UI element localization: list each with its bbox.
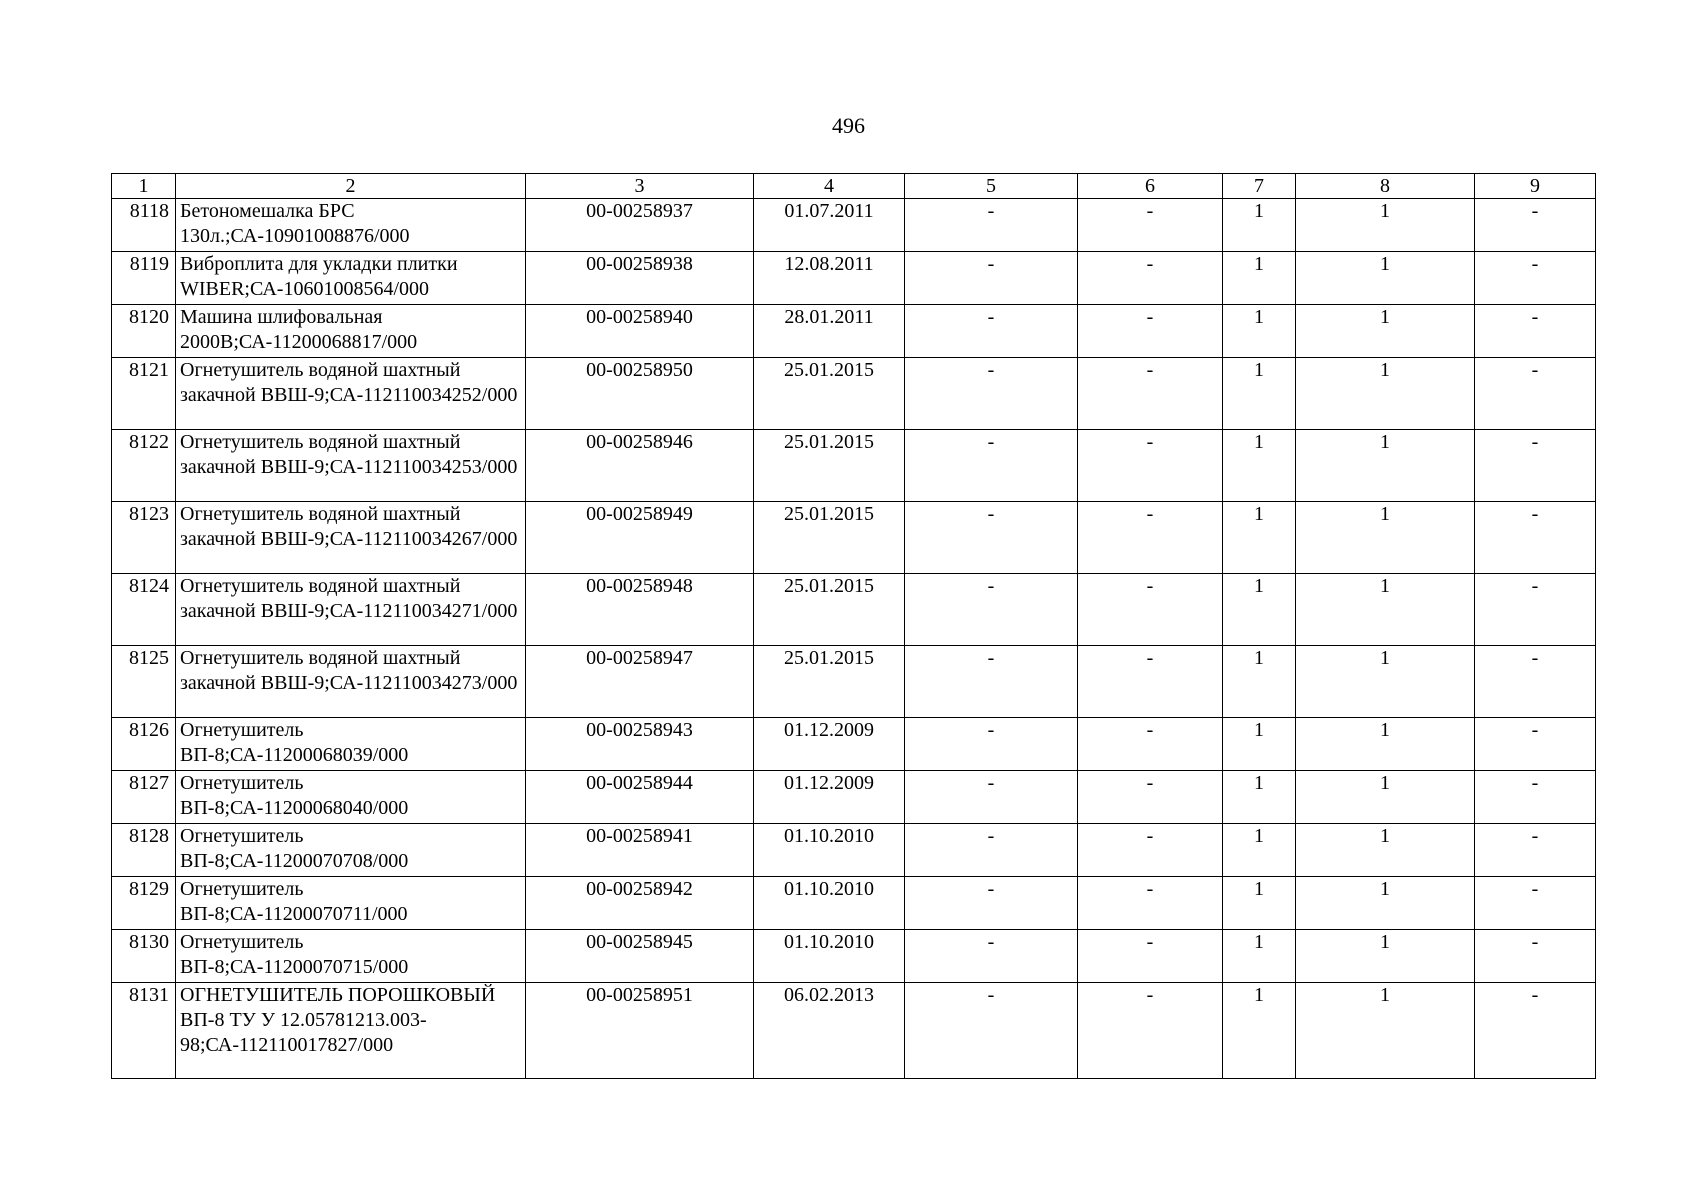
- col8-cell: 1: [1296, 771, 1475, 824]
- col7-cell: 1: [1223, 930, 1296, 983]
- item-name-cell: Бетономешалка БРС 130л.;СА-10901008876/000: [176, 199, 526, 252]
- item-name-cell: Огнетушитель ВП-8;СА-11200068039/000: [176, 718, 526, 771]
- col7-cell: 1: [1223, 305, 1296, 358]
- page-number: 496: [832, 113, 865, 138]
- col8-cell: 1: [1296, 574, 1475, 646]
- col5-cell: -: [905, 574, 1078, 646]
- column-header: 5: [905, 174, 1078, 199]
- col8-cell: 1: [1296, 877, 1475, 930]
- date-cell: 25.01.2015: [754, 574, 905, 646]
- col9-cell: -: [1475, 718, 1596, 771]
- inventory-code-cell: 00-00258942: [526, 877, 754, 930]
- row-number-cell: 8129: [112, 877, 176, 930]
- col5-cell: -: [905, 771, 1078, 824]
- col5-cell: -: [905, 877, 1078, 930]
- item-name-cell: Машина шлифовальная 2000В;СА-11200068817/000: [176, 305, 526, 358]
- inventory-code-cell: 00-00258945: [526, 930, 754, 983]
- row-number-cell: 8128: [112, 824, 176, 877]
- date-cell: 12.08.2011: [754, 252, 905, 305]
- col9-cell: -: [1475, 646, 1596, 718]
- date-cell: 28.01.2011: [754, 305, 905, 358]
- inventory-code-cell: 00-00258949: [526, 502, 754, 574]
- column-header: 1: [112, 174, 176, 199]
- col5-cell: -: [905, 430, 1078, 502]
- col8-cell: 1: [1296, 930, 1475, 983]
- col7-cell: 1: [1223, 502, 1296, 574]
- table-row: [112, 502, 1596, 574]
- row-number-cell: 8118: [112, 199, 176, 252]
- table-row: [112, 252, 1596, 305]
- col9-cell: -: [1475, 305, 1596, 358]
- item-name-cell: Огнетушитель ВП-8;СА-11200068040/000: [176, 771, 526, 824]
- inventory-code-cell: 00-00258940: [526, 305, 754, 358]
- col7-cell: 1: [1223, 430, 1296, 502]
- col9-cell: -: [1475, 199, 1596, 252]
- col5-cell: -: [905, 199, 1078, 252]
- col8-cell: 1: [1296, 199, 1475, 252]
- col8-cell: 1: [1296, 305, 1475, 358]
- col9-cell: -: [1475, 983, 1596, 1079]
- col5-cell: -: [905, 718, 1078, 771]
- col6-cell: -: [1078, 983, 1223, 1079]
- col5-cell: -: [905, 252, 1078, 305]
- col9-cell: -: [1475, 771, 1596, 824]
- col6-cell: -: [1078, 252, 1223, 305]
- col6-cell: -: [1078, 502, 1223, 574]
- inventory-code-cell: 00-00258944: [526, 771, 754, 824]
- row-number-cell: 8131: [112, 983, 176, 1079]
- table-row: [112, 877, 1596, 930]
- col5-cell: -: [905, 358, 1078, 430]
- inventory-code-cell: 00-00258950: [526, 358, 754, 430]
- item-name-cell: Огнетушитель ВП-8;СА-11200070708/000: [176, 824, 526, 877]
- row-number-cell: 8120: [112, 305, 176, 358]
- row-number-cell: 8123: [112, 502, 176, 574]
- table-row: [112, 574, 1596, 646]
- row-number-cell: 8130: [112, 930, 176, 983]
- col7-cell: 1: [1223, 574, 1296, 646]
- col6-cell: -: [1078, 718, 1223, 771]
- col8-cell: 1: [1296, 252, 1475, 305]
- col6-cell: -: [1078, 824, 1223, 877]
- col6-cell: -: [1078, 574, 1223, 646]
- column-header: 3: [526, 174, 754, 199]
- date-cell: 25.01.2015: [754, 502, 905, 574]
- date-cell: 01.10.2010: [754, 877, 905, 930]
- col9-cell: -: [1475, 252, 1596, 305]
- col6-cell: -: [1078, 305, 1223, 358]
- column-header: 8: [1296, 174, 1475, 199]
- table-row: [112, 718, 1596, 771]
- item-name-cell: Огнетушитель водяной шахтный закачной ВВШ-9;СА-112110034252/000: [176, 358, 526, 430]
- row-number-cell: 8126: [112, 718, 176, 771]
- date-cell: 01.12.2009: [754, 718, 905, 771]
- item-name-cell: Огнетушитель водяной шахтный закачной ВВШ-9;СА-112110034273/000: [176, 646, 526, 718]
- col5-cell: -: [905, 824, 1078, 877]
- col6-cell: -: [1078, 430, 1223, 502]
- table-row: [112, 305, 1596, 358]
- col8-cell: 1: [1296, 824, 1475, 877]
- item-name-cell: Огнетушитель водяной шахтный закачной ВВШ-9;СА-112110034271/000: [176, 574, 526, 646]
- table-row: [112, 824, 1596, 877]
- item-name-cell: Огнетушитель ВП-8;СА-11200070715/000: [176, 930, 526, 983]
- col7-cell: 1: [1223, 199, 1296, 252]
- column-header: 7: [1223, 174, 1296, 199]
- col8-cell: 1: [1296, 430, 1475, 502]
- col5-cell: -: [905, 930, 1078, 983]
- col8-cell: 1: [1296, 358, 1475, 430]
- inventory-code-cell: 00-00258938: [526, 252, 754, 305]
- col9-cell: -: [1475, 358, 1596, 430]
- item-name-cell: Огнетушитель водяной шахтный закачной ВВШ-9;СА-112110034267/000: [176, 502, 526, 574]
- inventory-code-cell: 00-00258941: [526, 824, 754, 877]
- col7-cell: 1: [1223, 358, 1296, 430]
- col8-cell: 1: [1296, 718, 1475, 771]
- table-row: [112, 771, 1596, 824]
- inventory-code-cell: 00-00258951: [526, 983, 754, 1079]
- col5-cell: -: [905, 983, 1078, 1079]
- col7-cell: 1: [1223, 718, 1296, 771]
- date-cell: 01.10.2010: [754, 824, 905, 877]
- date-cell: 01.10.2010: [754, 930, 905, 983]
- col9-cell: -: [1475, 930, 1596, 983]
- col9-cell: -: [1475, 430, 1596, 502]
- date-cell: 01.12.2009: [754, 771, 905, 824]
- row-number-cell: 8124: [112, 574, 176, 646]
- col8-cell: 1: [1296, 502, 1475, 574]
- col7-cell: 1: [1223, 877, 1296, 930]
- column-header: 6: [1078, 174, 1223, 199]
- inventory-code-cell: 00-00258937: [526, 199, 754, 252]
- inventory-code-cell: 00-00258943: [526, 718, 754, 771]
- item-name-cell: Виброплита для укладки плитки WIBER;СА-10601008564/000: [176, 252, 526, 305]
- row-number-cell: 8122: [112, 430, 176, 502]
- col9-cell: -: [1475, 502, 1596, 574]
- col5-cell: -: [905, 502, 1078, 574]
- table-row: [112, 930, 1596, 983]
- col8-cell: 1: [1296, 983, 1475, 1079]
- row-number-cell: 8121: [112, 358, 176, 430]
- col9-cell: -: [1475, 824, 1596, 877]
- col6-cell: -: [1078, 771, 1223, 824]
- inventory-code-cell: 00-00258947: [526, 646, 754, 718]
- date-cell: 25.01.2015: [754, 358, 905, 430]
- item-name-cell: Огнетушитель ВП-8;СА-11200070711/000: [176, 877, 526, 930]
- item-name-cell: Огнетушитель водяной шахтный закачной ВВШ-9;СА-112110034253/000: [176, 430, 526, 502]
- date-cell: 25.01.2015: [754, 646, 905, 718]
- asset-table: [111, 173, 1596, 1079]
- inventory-code-cell: 00-00258948: [526, 574, 754, 646]
- date-cell: 01.07.2011: [754, 199, 905, 252]
- col7-cell: 1: [1223, 252, 1296, 305]
- col9-cell: -: [1475, 877, 1596, 930]
- row-number-cell: 8125: [112, 646, 176, 718]
- header-row: [112, 174, 1596, 199]
- col7-cell: 1: [1223, 983, 1296, 1079]
- col6-cell: -: [1078, 930, 1223, 983]
- col6-cell: -: [1078, 199, 1223, 252]
- row-number-cell: 8127: [112, 771, 176, 824]
- col8-cell: 1: [1296, 646, 1475, 718]
- col6-cell: -: [1078, 646, 1223, 718]
- col7-cell: 1: [1223, 771, 1296, 824]
- date-cell: 25.01.2015: [754, 430, 905, 502]
- table-row: [112, 199, 1596, 252]
- item-name-cell: ОГНЕТУШИТЕЛЬ ПОРОШКОВЫЙ ВП-8 ТУ У 12.05781213.003-98;СА-112110017827/000: [176, 983, 526, 1079]
- col9-cell: -: [1475, 574, 1596, 646]
- inventory-code-cell: 00-00258946: [526, 430, 754, 502]
- col5-cell: -: [905, 646, 1078, 718]
- date-cell: 06.02.2013: [754, 983, 905, 1079]
- col6-cell: -: [1078, 877, 1223, 930]
- table-row: [112, 646, 1596, 718]
- col7-cell: 1: [1223, 824, 1296, 877]
- column-header: 2: [176, 174, 526, 199]
- table-row: [112, 430, 1596, 502]
- col6-cell: -: [1078, 358, 1223, 430]
- row-number-cell: 8119: [112, 252, 176, 305]
- col5-cell: -: [905, 305, 1078, 358]
- table-row: [112, 983, 1596, 1079]
- table-row: [112, 358, 1596, 430]
- col7-cell: 1: [1223, 646, 1296, 718]
- column-header: 4: [754, 174, 905, 199]
- column-header: 9: [1475, 174, 1596, 199]
